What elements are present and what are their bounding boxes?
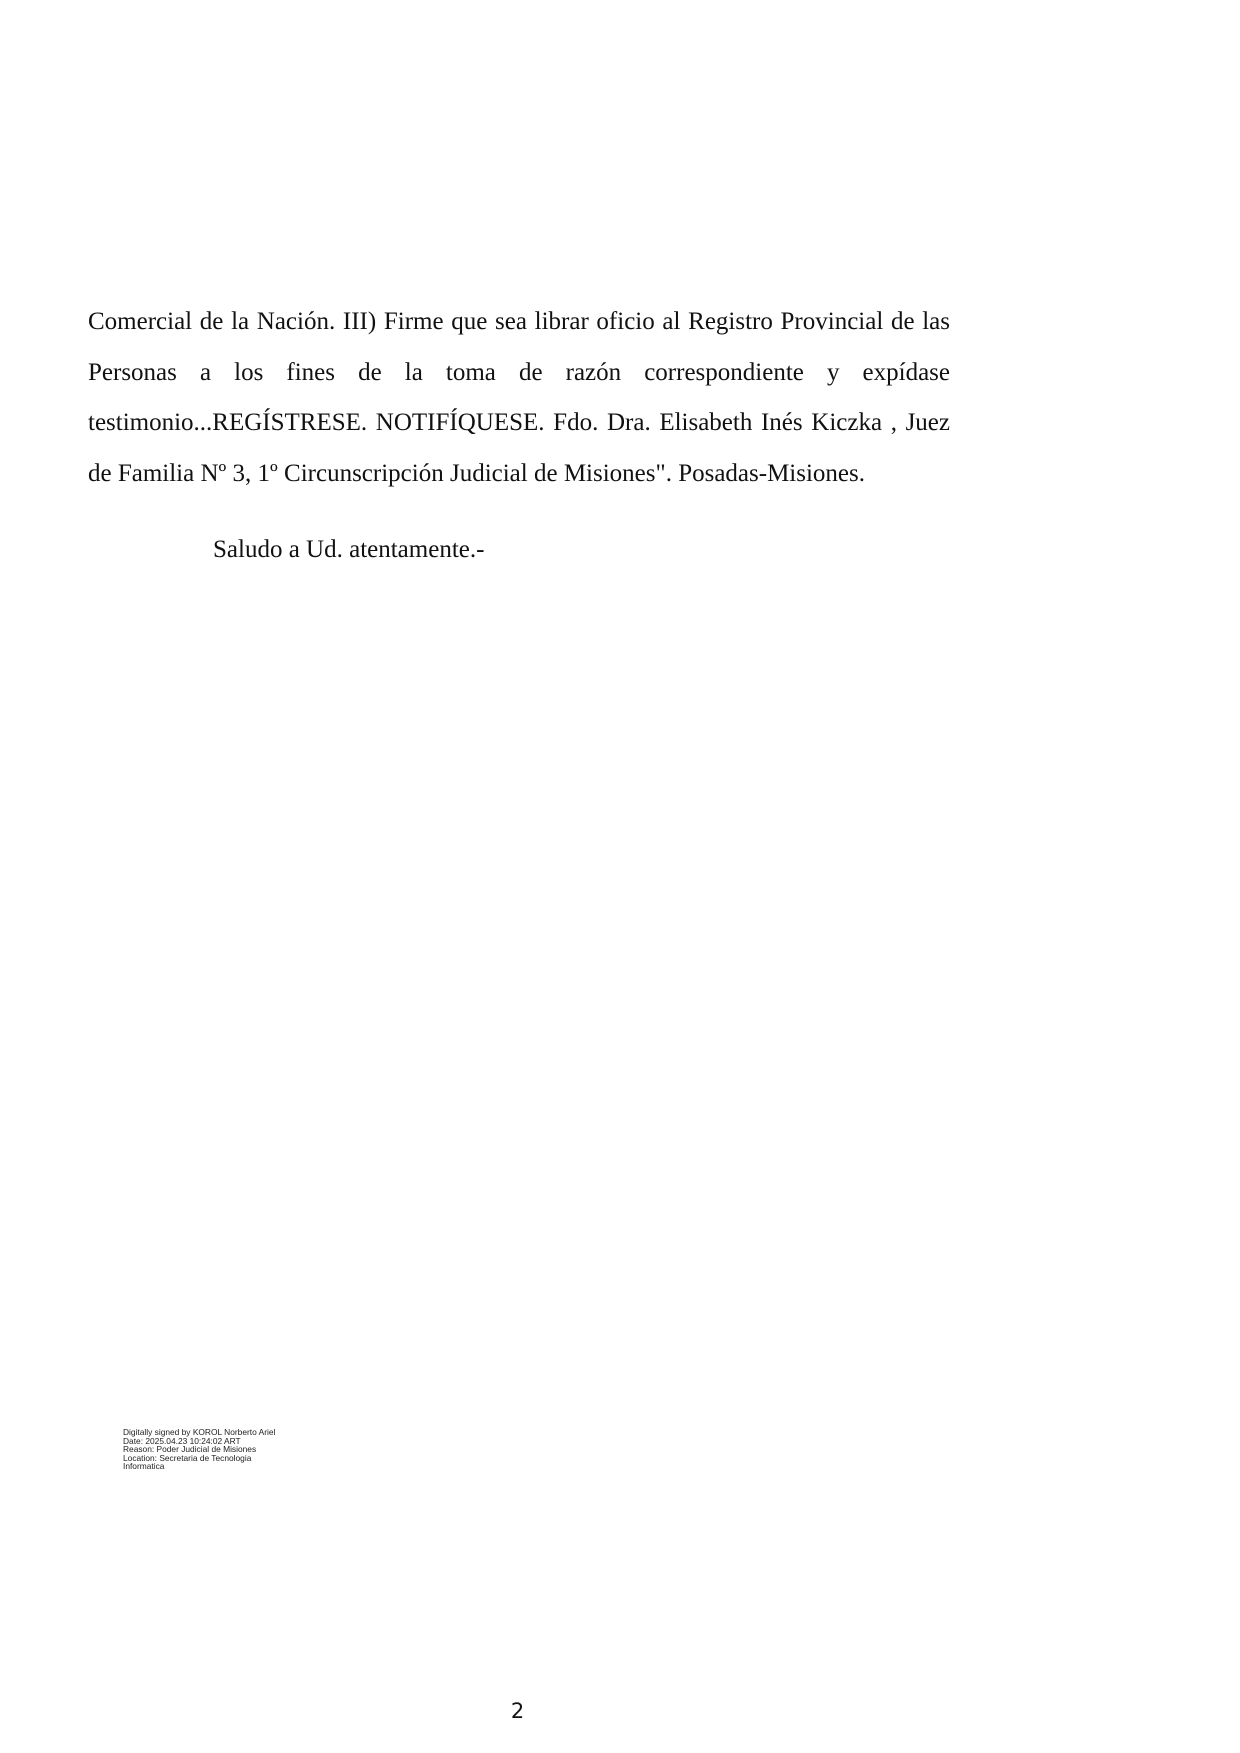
closing-line: Saludo a Ud. atentamente.- (213, 536, 485, 563)
signature-signer: Digitally signed by KOROL Norberto Ariel (123, 1427, 276, 1437)
signature-location-continued: Informatica (123, 1461, 165, 1472)
signature-location: Location: Secretaria de Tecnologia (123, 1452, 252, 1463)
body-paragraph: Comercial de la Nación. III) Firme que sea librar oficio al Registro Provincial de las Personas a los fines de la toma de razón correspondiente y expídase testimonio...REGÍSTRESE. NOTIFÍQUESE. Fdo. Dra. Elisabeth Inés Kiczka , Juez de Familia Nº 3, 1º Circunscripción Judicial de Misiones". Posadas-Misiones. (88, 308, 950, 487)
signature-reason: Reason: Poder Judicial de Misiones (123, 1444, 257, 1455)
digital-signature-block (123, 1428, 275, 1471)
page-number: 2 (510, 1699, 525, 1723)
signature-date: Date: 2025.04.23 10:24:02 ART (123, 1435, 241, 1446)
